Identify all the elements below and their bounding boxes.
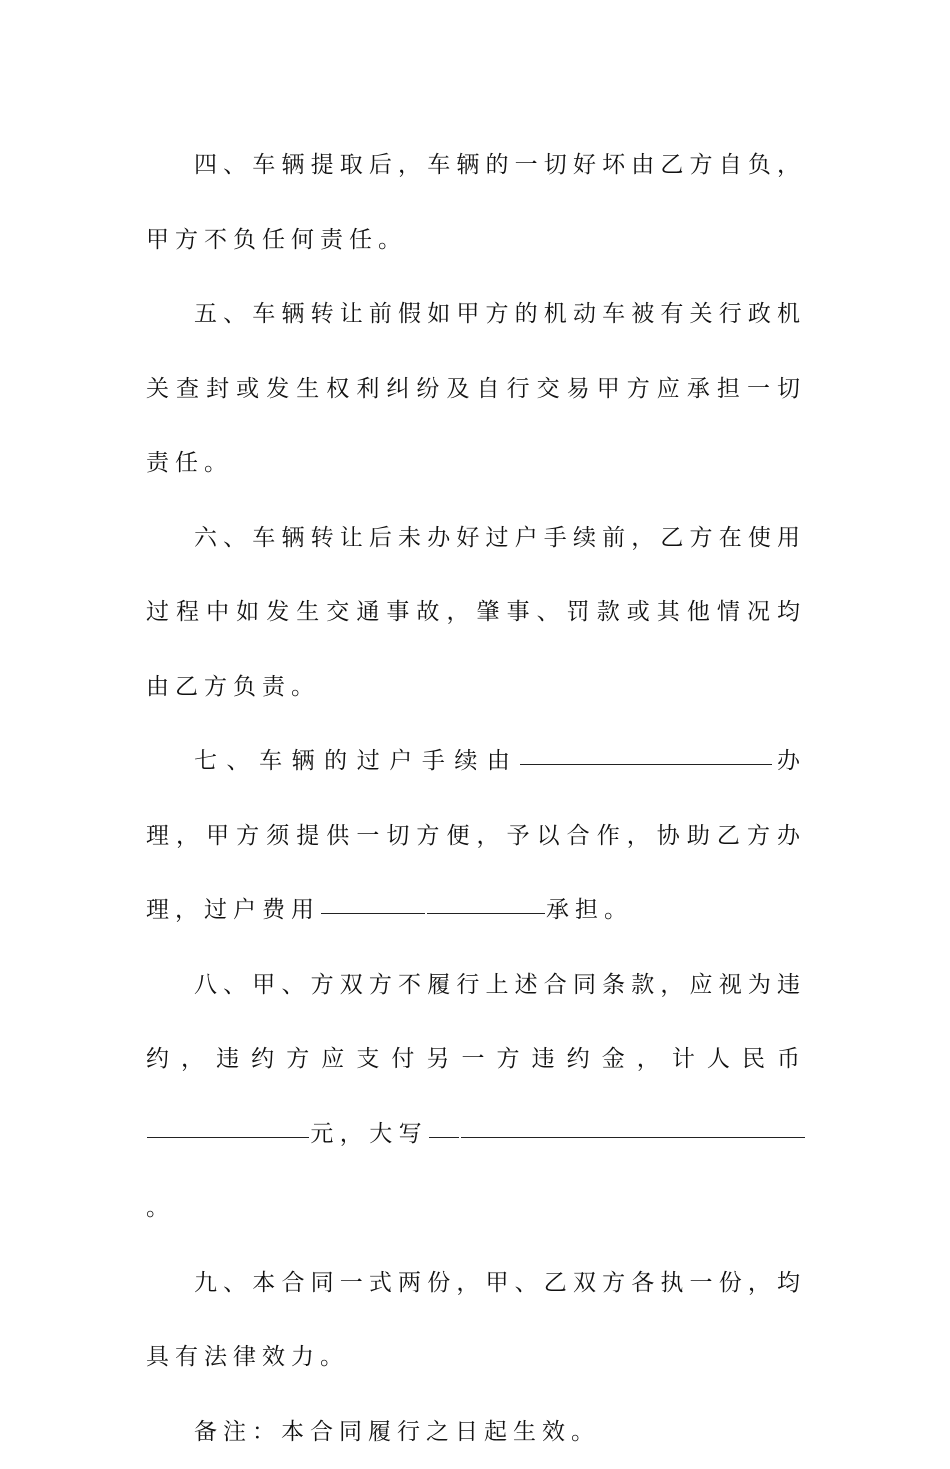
clause-6: [146, 501, 806, 725]
penalty-amount-blank: [147, 1136, 309, 1138]
fee-payer-blank-line2: [427, 912, 545, 914]
contract-body: [146, 128, 806, 1469]
remark: [146, 1395, 806, 1469]
remark-text: 备注：本合同履行之日起生效。: [194, 1419, 600, 1445]
transfer-handler-blank: [520, 763, 772, 765]
clause-5: [146, 277, 806, 501]
penalty-uppercase-blank-line2: [461, 1136, 805, 1138]
clause-5-text: 五、车辆转让前假如甲方的机动车被有关行政机关查封或发生权利纠纷及自行交易甲方应承担一切责任。: [146, 301, 806, 476]
clause-7-text-c: 承担。: [546, 897, 633, 923]
clause-8-text-c: 。: [146, 1195, 175, 1221]
fee-payer-blank-line1: [321, 912, 425, 914]
clause-4: [146, 128, 806, 277]
clause-7: [146, 724, 806, 948]
clause-4-text: 四、车辆提取后，车辆的一切好坏由乙方自负，甲方不负任何责任。: [146, 152, 806, 253]
clause-8-text-a: 八、甲、方双方不履行上述合同条款，应视为违约，违约方应支付另一方违约金，计人民币: [146, 972, 806, 1073]
penalty-uppercase-blank-line1: [429, 1136, 459, 1138]
clause-7-text-b: 办理，甲方须提供一切方便，予以合作，协助乙方办理，过户费用: [146, 748, 806, 923]
clause-9-text: 九、本合同一式两份，甲、乙双方各执一份，均具有法律效力。: [146, 1270, 806, 1371]
clause-9: [146, 1246, 806, 1395]
clause-7-text-a: 七、车辆的过户手续由: [194, 748, 519, 774]
clause-8: [146, 948, 806, 1246]
clause-8-text-b: 元，大写: [310, 1121, 428, 1147]
clause-6-text: 六、车辆转让后未办好过户手续前，乙方在使用过程中如发生交通事故，肇事、罚款或其他情况均由乙方负责。: [146, 525, 806, 700]
